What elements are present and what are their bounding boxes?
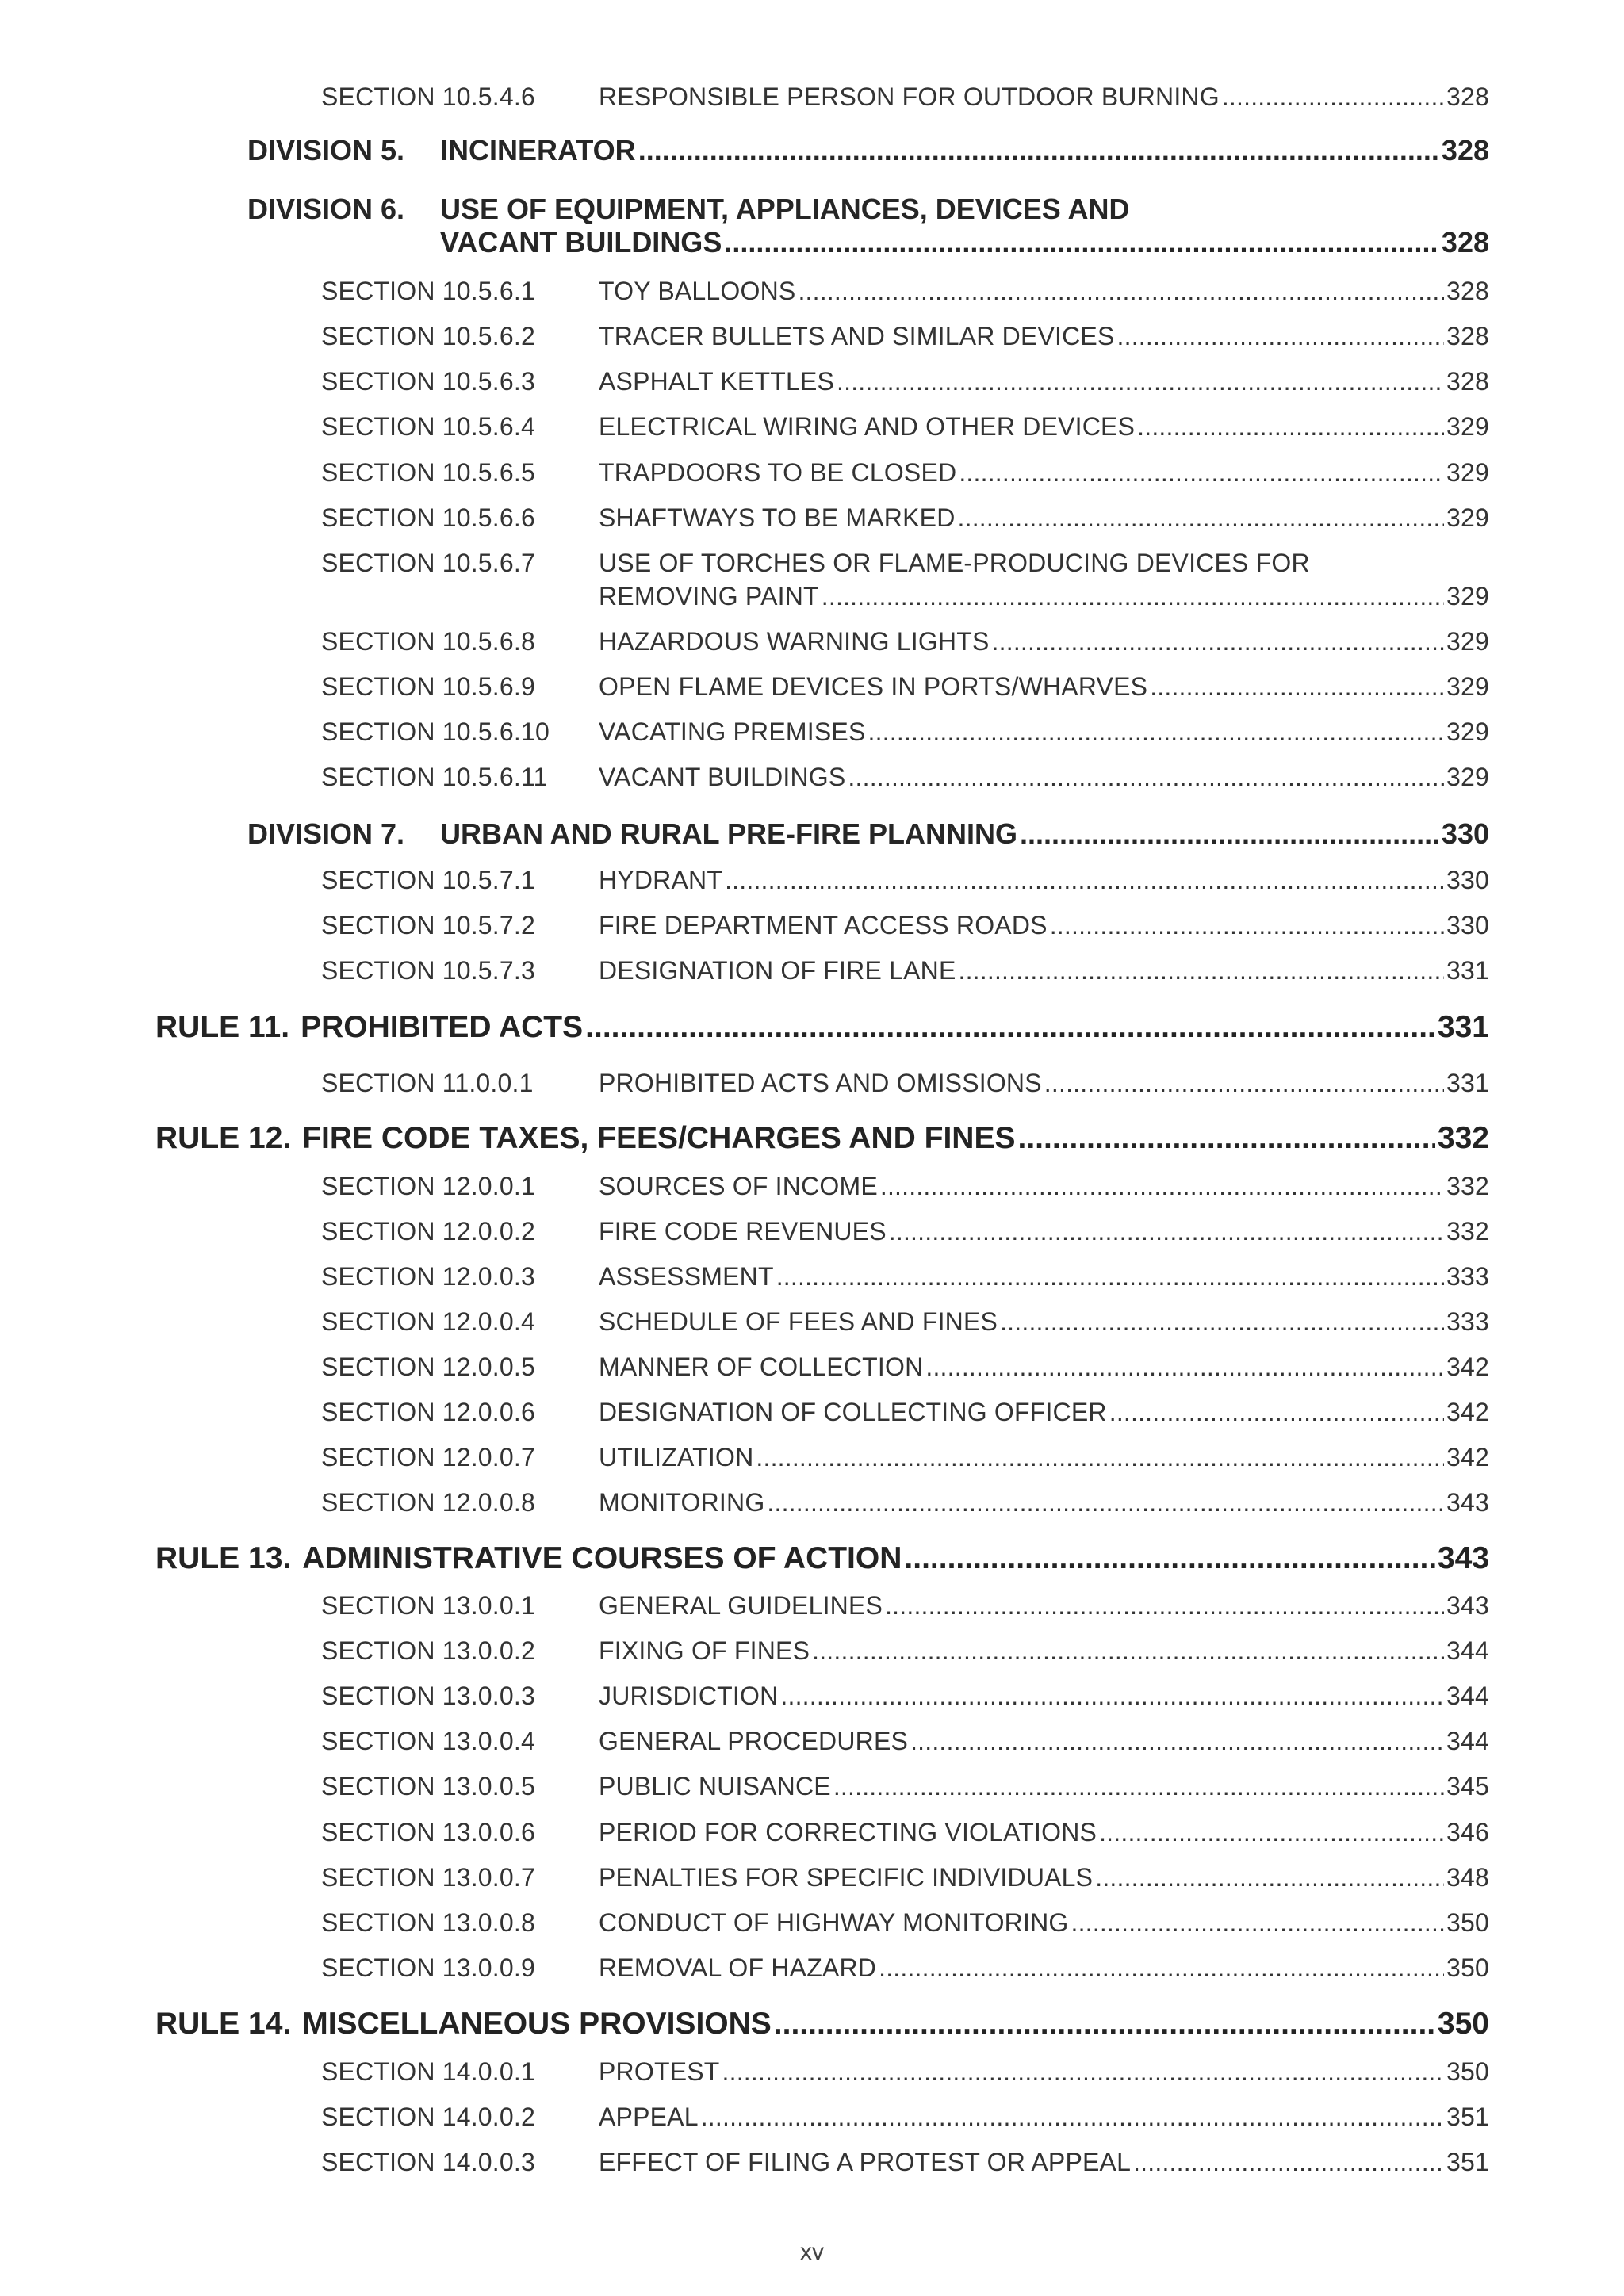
entry-page-number: 351 bbox=[1446, 2148, 1489, 2176]
dot-leader bbox=[780, 1683, 1444, 1709]
entry-title: DESIGNATION OF COLLECTING OFFICER bbox=[599, 1398, 1107, 1426]
entry-number: RULE 12. bbox=[155, 1120, 292, 1155]
dot-leader bbox=[724, 228, 1439, 257]
entry-number: SECTION 12.0.0.6 bbox=[321, 1398, 535, 1426]
section-entry bbox=[321, 764, 1489, 790]
entry-page-number: 329 bbox=[1446, 458, 1489, 487]
entry-title: GENERAL PROCEDURES bbox=[599, 1727, 909, 1755]
rule-entry bbox=[155, 2008, 1489, 2039]
entry-number: SECTION 10.5.6.7 bbox=[321, 549, 535, 577]
entry-title: TOY BALLOONS bbox=[599, 277, 796, 305]
dot-leader bbox=[889, 1219, 1444, 1244]
section-entry bbox=[321, 1309, 1489, 1334]
entry-number: SECTION 10.5.6.4 bbox=[321, 412, 535, 441]
entry-number: DIVISION 7. bbox=[247, 817, 405, 850]
entry-page-number: 330 bbox=[1446, 866, 1489, 894]
entry-number: SECTION 12.0.0.8 bbox=[321, 1488, 535, 1517]
entry-number: SECTION 10.5.4.6 bbox=[321, 82, 535, 111]
entry-number: SECTION 13.0.0.4 bbox=[321, 1727, 535, 1755]
entry-title: CONDUCT OF HIGHWAY MONITORING bbox=[599, 1908, 1069, 1937]
entry-title: APPEAL bbox=[599, 2103, 699, 2131]
section-entry bbox=[321, 1399, 1489, 1425]
entry-page-number: 328 bbox=[1446, 322, 1489, 350]
entry-title: OPEN FLAME DEVICES IN PORTS/WHARVES bbox=[599, 672, 1148, 701]
entry-title: RESPONSIBLE PERSON FOR OUTDOOR BURNING bbox=[599, 82, 1220, 111]
dot-leader bbox=[1044, 1070, 1444, 1096]
section-entry bbox=[321, 84, 1489, 109]
section-entry bbox=[321, 2059, 1489, 2084]
entry-page-number: 330 bbox=[1446, 911, 1489, 939]
section-entry bbox=[321, 1638, 1489, 1663]
dot-leader bbox=[1109, 1399, 1444, 1425]
entry-title: GENERAL GUIDELINES bbox=[599, 1591, 883, 1620]
entry-page-number: 343 bbox=[1446, 1591, 1489, 1620]
entry-title: SHAFTWAYS TO BE MARKED bbox=[599, 503, 956, 532]
section-entry bbox=[321, 867, 1489, 893]
dot-leader bbox=[959, 460, 1444, 485]
entry-title: USE OF EQUIPMENT, APPLIANCES, DEVICES AND bbox=[440, 193, 1130, 225]
entry-page-number: 344 bbox=[1446, 1636, 1489, 1665]
entry-page-number: 329 bbox=[1446, 627, 1489, 656]
dot-leader bbox=[1099, 1820, 1444, 1845]
section-entry bbox=[321, 674, 1489, 699]
dot-leader bbox=[904, 1543, 1435, 1574]
entry-number: SECTION 10.5.6.1 bbox=[321, 277, 535, 305]
section-entry bbox=[321, 1070, 1489, 1096]
section-entry bbox=[321, 1445, 1489, 1470]
division-entry bbox=[247, 817, 1489, 850]
entry-page-number: 344 bbox=[1446, 1682, 1489, 1710]
section-entry bbox=[321, 505, 1489, 530]
entry-page-number: 329 bbox=[1446, 412, 1489, 441]
dot-leader bbox=[798, 278, 1444, 304]
entry-number: SECTION 10.5.6.5 bbox=[321, 458, 535, 487]
entry-title: HAZARDOUS WARNING LIGHTS bbox=[599, 627, 990, 656]
section-entry bbox=[321, 323, 1489, 349]
section-entry bbox=[321, 913, 1489, 938]
section-entry bbox=[321, 1728, 1489, 1754]
dot-leader bbox=[1133, 2149, 1444, 2175]
entry-title: DESIGNATION OF FIRE LANE bbox=[599, 956, 956, 985]
section-entry bbox=[321, 1865, 1489, 1890]
entry-page-number: 328 bbox=[1446, 82, 1489, 111]
entry-title: PERIOD FOR CORRECTING VIOLATIONS bbox=[599, 1818, 1097, 1846]
section-entry bbox=[321, 958, 1489, 983]
entry-number: SECTION 13.0.0.3 bbox=[321, 1682, 535, 1710]
entry-page-number: 351 bbox=[1446, 2103, 1489, 2131]
dot-leader bbox=[958, 505, 1444, 530]
entry-number: SECTION 10.5.7.2 bbox=[321, 911, 535, 939]
dot-leader bbox=[585, 1012, 1435, 1043]
entry-page-number: 332 bbox=[1446, 1217, 1489, 1246]
entry-page-number: 350 bbox=[1446, 1954, 1489, 1982]
section-entry bbox=[321, 1219, 1489, 1244]
dot-leader bbox=[776, 1264, 1444, 1289]
entry-number: SECTION 10.5.7.3 bbox=[321, 956, 535, 985]
section-entry bbox=[321, 1820, 1489, 1845]
dot-leader bbox=[837, 369, 1444, 394]
entry-page-number: 328 bbox=[1441, 134, 1489, 166]
entry-page-number: 331 bbox=[1446, 1069, 1489, 1097]
division-entry-line1 bbox=[247, 195, 1489, 224]
division-entry bbox=[247, 136, 1489, 165]
dot-leader bbox=[1000, 1309, 1444, 1334]
dot-leader bbox=[812, 1638, 1444, 1663]
entry-title: TRACER BULLETS AND SIMILAR DEVICES bbox=[599, 322, 1115, 350]
section-entry bbox=[321, 1593, 1489, 1618]
rule-entry bbox=[155, 1009, 1489, 1044]
entry-page-number: 329 bbox=[1446, 718, 1489, 746]
rule-entry bbox=[155, 1120, 1489, 1155]
entry-page-number: 350 bbox=[1446, 1908, 1489, 1937]
dot-leader bbox=[1018, 1123, 1435, 1154]
section-entry bbox=[321, 1264, 1489, 1289]
page-number: xv bbox=[800, 2239, 824, 2265]
dot-leader bbox=[638, 136, 1439, 165]
dot-leader bbox=[925, 1354, 1444, 1380]
entry-number: SECTION 10.5.6.9 bbox=[321, 672, 535, 701]
entry-number: SECTION 13.0.0.2 bbox=[321, 1636, 535, 1665]
entry-number: DIVISION 5. bbox=[247, 134, 405, 166]
entry-page-number: 342 bbox=[1446, 1443, 1489, 1471]
entry-page-number: 332 bbox=[1446, 1172, 1489, 1200]
entry-page-number: 346 bbox=[1446, 1818, 1489, 1846]
entry-title-continued: VACANT BUILDINGS bbox=[440, 226, 722, 258]
entry-number: SECTION 12.0.0.4 bbox=[321, 1307, 535, 1336]
dot-leader bbox=[1150, 674, 1444, 699]
dot-leader bbox=[879, 1955, 1444, 1980]
entry-title: SOURCES OF INCOME bbox=[599, 1172, 878, 1200]
entry-number: SECTION 10.5.6.6 bbox=[321, 503, 535, 532]
entry-title: PENALTIES FOR SPECIFIC INDIVIDUALS bbox=[599, 1863, 1094, 1892]
dot-leader bbox=[1020, 820, 1439, 848]
entry-title: VACATING PREMISES bbox=[599, 718, 866, 746]
entry-page-number: 345 bbox=[1446, 1772, 1489, 1800]
entry-number: SECTION 14.0.0.2 bbox=[321, 2103, 535, 2131]
entry-title: MISCELLANEOUS PROVISIONS bbox=[302, 2006, 772, 2041]
dot-leader bbox=[848, 764, 1444, 790]
section-entry bbox=[321, 1955, 1489, 1980]
entry-title: HYDRANT bbox=[599, 866, 723, 894]
entry-number: RULE 11. bbox=[155, 1009, 290, 1044]
entry-title: INCINERATOR bbox=[440, 134, 636, 166]
dot-leader bbox=[725, 867, 1444, 893]
entry-title: ADMINISTRATIVE COURSES OF ACTION bbox=[302, 1540, 902, 1575]
entry-title: URBAN AND RURAL PRE-FIRE PLANNING bbox=[440, 817, 1017, 850]
dot-leader bbox=[880, 1173, 1444, 1199]
entry-number: SECTION 12.0.0.2 bbox=[321, 1217, 535, 1246]
dot-leader bbox=[1137, 414, 1444, 439]
entry-number: SECTION 13.0.0.7 bbox=[321, 1863, 535, 1892]
section-entry bbox=[321, 1774, 1489, 1799]
entry-page-number: 342 bbox=[1446, 1398, 1489, 1426]
entry-title: JURISDICTION bbox=[599, 1682, 779, 1710]
entry-number: SECTION 10.5.6.8 bbox=[321, 627, 535, 656]
dot-leader bbox=[767, 1490, 1444, 1515]
entry-page-number: 328 bbox=[1446, 367, 1489, 396]
entry-title: FIXING OF FINES bbox=[599, 1636, 810, 1665]
dot-leader bbox=[833, 1774, 1444, 1799]
dot-leader bbox=[722, 2059, 1444, 2084]
section-entry bbox=[321, 460, 1489, 485]
section-entry bbox=[321, 2104, 1489, 2130]
entry-number: SECTION 10.5.6.3 bbox=[321, 367, 535, 396]
section-entry bbox=[321, 629, 1489, 654]
dot-leader bbox=[1222, 84, 1444, 109]
section-entry bbox=[321, 1910, 1489, 1935]
dot-leader bbox=[885, 1593, 1444, 1618]
dot-leader bbox=[1050, 913, 1444, 938]
rule-entry bbox=[155, 1540, 1489, 1575]
entry-page-number: 333 bbox=[1446, 1307, 1489, 1336]
entry-number: SECTION 10.5.6.11 bbox=[321, 763, 548, 791]
entry-title: USE OF TORCHES OR FLAME-PRODUCING DEVICES FOR bbox=[599, 549, 1310, 577]
entry-page-number: 331 bbox=[1446, 956, 1489, 985]
entry-title: PROTEST bbox=[599, 2057, 720, 2086]
dot-leader bbox=[1095, 1865, 1444, 1890]
section-entry bbox=[321, 1490, 1489, 1515]
entry-title: REMOVAL OF HAZARD bbox=[599, 1954, 877, 1982]
dot-leader bbox=[774, 2008, 1435, 2039]
entry-number: SECTION 13.0.0.5 bbox=[321, 1772, 535, 1800]
entry-title: FIRE DEPARTMENT ACCESS ROADS bbox=[599, 911, 1048, 939]
dot-leader bbox=[868, 719, 1445, 744]
entry-number: SECTION 10.5.6.2 bbox=[321, 322, 535, 350]
entry-page-number: 328 bbox=[1446, 277, 1489, 305]
entry-page-number: 330 bbox=[1441, 817, 1489, 850]
entry-title: ASPHALT KETTLES bbox=[599, 367, 835, 396]
entry-page-number: 333 bbox=[1446, 1262, 1489, 1291]
entry-page-number: 329 bbox=[1446, 582, 1489, 610]
section-entry bbox=[321, 1683, 1489, 1709]
entry-title: ASSESSMENT bbox=[599, 1262, 774, 1291]
entry-title: SCHEDULE OF FEES AND FINES bbox=[599, 1307, 998, 1336]
entry-title: VACANT BUILDINGS bbox=[599, 763, 846, 791]
entry-title: UTILIZATION bbox=[599, 1443, 754, 1471]
dot-leader bbox=[822, 584, 1444, 609]
entry-number: SECTION 12.0.0.3 bbox=[321, 1262, 535, 1291]
entry-page-number: 342 bbox=[1446, 1353, 1489, 1381]
dot-leader bbox=[959, 958, 1445, 983]
section-entry bbox=[321, 1354, 1489, 1380]
entry-page-number: 328 bbox=[1441, 226, 1489, 258]
entry-page-number: 329 bbox=[1446, 503, 1489, 532]
entry-number: SECTION 14.0.0.3 bbox=[321, 2148, 535, 2176]
dot-leader bbox=[1071, 1910, 1444, 1935]
entry-number: SECTION 10.5.7.1 bbox=[321, 866, 535, 894]
entry-page-number: 344 bbox=[1446, 1727, 1489, 1755]
entry-number: RULE 13. bbox=[155, 1540, 292, 1575]
entry-page-number: 348 bbox=[1446, 1863, 1489, 1892]
division-entry bbox=[247, 228, 1489, 257]
entry-number: SECTION 12.0.0.7 bbox=[321, 1443, 535, 1471]
entry-number: SECTION 10.5.6.10 bbox=[321, 718, 550, 746]
entry-title-continued: REMOVING PAINT bbox=[599, 582, 819, 610]
entry-title: MANNER OF COLLECTION bbox=[599, 1353, 924, 1381]
section-entry bbox=[321, 369, 1489, 394]
entry-title: ELECTRICAL WIRING AND OTHER DEVICES bbox=[599, 412, 1136, 441]
entry-title: MONITORING bbox=[599, 1488, 765, 1517]
entry-title: TRAPDOORS TO BE CLOSED bbox=[599, 458, 957, 487]
entry-page-number: 331 bbox=[1437, 1009, 1489, 1044]
dot-leader bbox=[756, 1445, 1444, 1470]
dot-leader bbox=[701, 2104, 1444, 2130]
entry-title: PUBLIC NUISANCE bbox=[599, 1772, 831, 1800]
section-entry bbox=[321, 414, 1489, 439]
section-entry bbox=[321, 278, 1489, 304]
dot-leader bbox=[992, 629, 1444, 654]
entry-number: SECTION 13.0.0.6 bbox=[321, 1818, 535, 1846]
entry-page-number: 332 bbox=[1437, 1120, 1489, 1155]
entry-page-number: 350 bbox=[1446, 2057, 1489, 2086]
section-entry bbox=[321, 2149, 1489, 2175]
section-entry bbox=[321, 719, 1489, 744]
dot-leader bbox=[910, 1728, 1444, 1754]
entry-page-number: 329 bbox=[1446, 763, 1489, 791]
entry-number: SECTION 12.0.0.1 bbox=[321, 1172, 535, 1200]
entry-number: SECTION 12.0.0.5 bbox=[321, 1353, 535, 1381]
entry-page-number: 329 bbox=[1446, 672, 1489, 701]
entry-title: EFFECT OF FILING A PROTEST OR APPEAL bbox=[599, 2148, 1132, 2176]
entry-number: SECTION 13.0.0.1 bbox=[321, 1591, 535, 1620]
dot-leader bbox=[1117, 323, 1444, 349]
section-entry-line1 bbox=[321, 550, 1489, 576]
section-entry bbox=[321, 1173, 1489, 1199]
entry-number: SECTION 11.0.0.1 bbox=[321, 1069, 534, 1097]
entry-title: PROHIBITED ACTS bbox=[301, 1009, 584, 1044]
entry-number: DIVISION 6. bbox=[247, 193, 405, 225]
entry-number: SECTION 13.0.0.9 bbox=[321, 1954, 535, 1982]
entry-title: FIRE CODE REVENUES bbox=[599, 1217, 887, 1246]
section-entry bbox=[321, 584, 1489, 609]
entry-page-number: 350 bbox=[1437, 2006, 1489, 2041]
entry-page-number: 343 bbox=[1446, 1488, 1489, 1517]
entry-title: PROHIBITED ACTS AND OMISSIONS bbox=[599, 1069, 1042, 1097]
entry-number: RULE 14. bbox=[155, 2006, 292, 2041]
entry-page-number: 343 bbox=[1437, 1540, 1489, 1575]
entry-number: SECTION 13.0.0.8 bbox=[321, 1908, 535, 1937]
entry-title: FIRE CODE TAXES, FEES/CHARGES AND FINES bbox=[302, 1120, 1016, 1155]
entry-number: SECTION 14.0.0.1 bbox=[321, 2057, 535, 2086]
